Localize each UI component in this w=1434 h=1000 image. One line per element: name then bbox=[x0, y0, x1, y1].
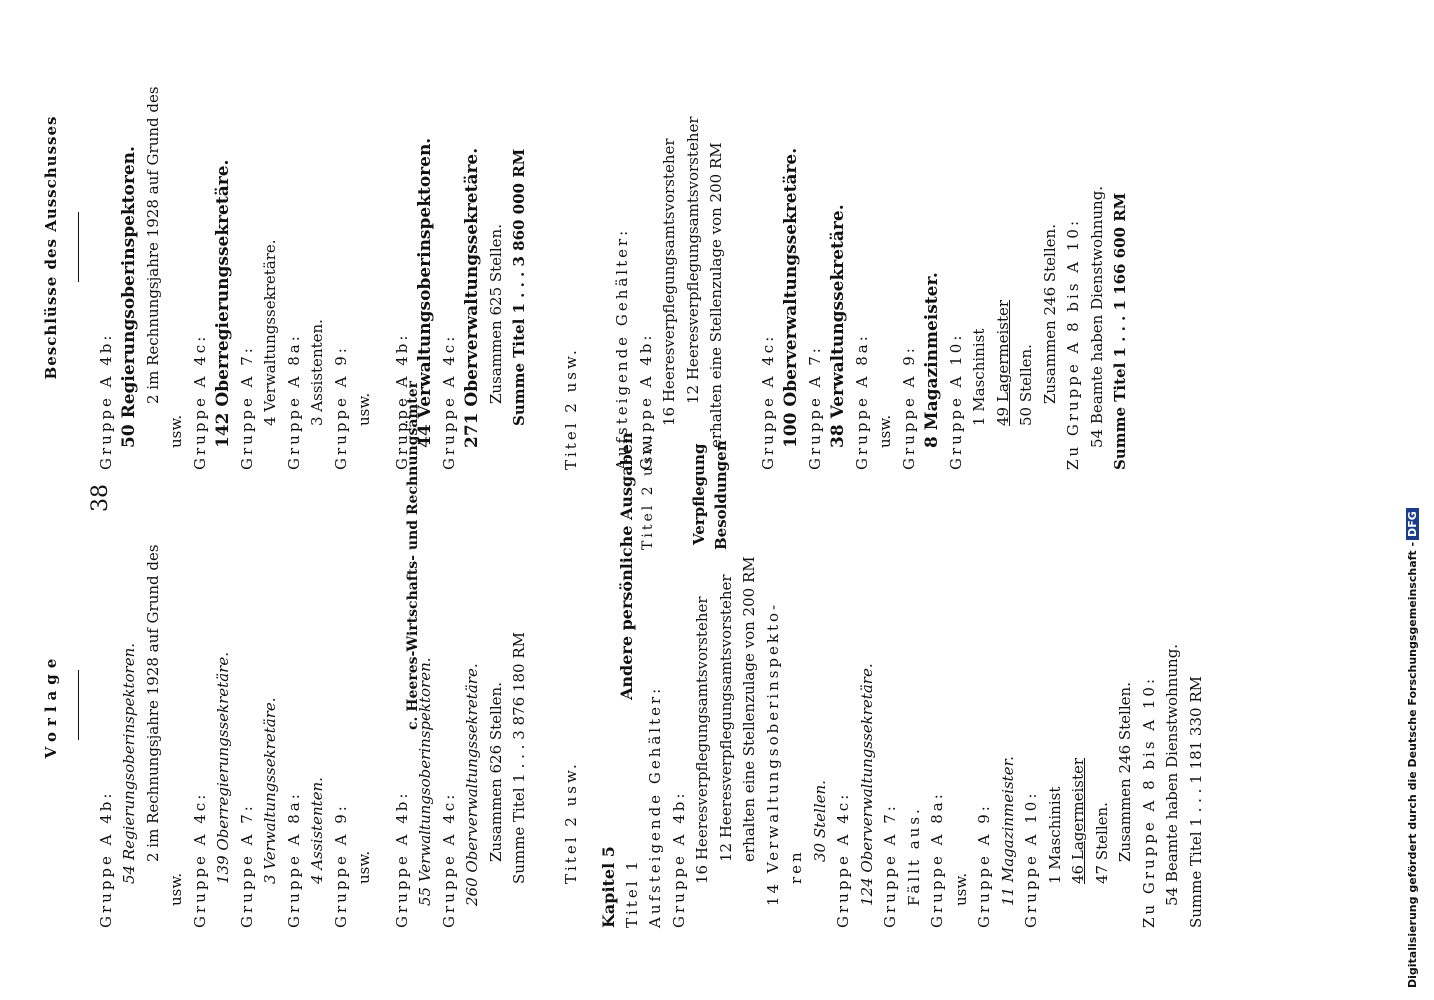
sum-line: Summe Titel 1 . . . 1 181 330 RM bbox=[1186, 676, 1205, 928]
footer-text: Digitalisierung gefördert durch die Deutsche Forschungsgemeinschaft - bbox=[1406, 541, 1419, 988]
text-line: Aufsteigende Gehälter: bbox=[613, 227, 631, 470]
text-line: 55 Verwaltungsoberinspektoren. bbox=[416, 657, 434, 906]
text-line: usw. bbox=[167, 872, 185, 906]
text-line: 54 Regierungsoberinspektoren. bbox=[120, 642, 138, 884]
text-line: 260 Oberverwaltungssekretäre. bbox=[463, 663, 481, 906]
text-line: usw. bbox=[951, 872, 970, 906]
text-line: 1 Maschinist bbox=[970, 328, 988, 426]
text-line: Gruppe A 7: bbox=[237, 803, 256, 928]
text-line: 38 Verwaltungssekretäre. bbox=[828, 204, 848, 448]
text-line: Titel 2 usw. bbox=[561, 347, 580, 470]
text-line: erhalten eine Stellenzulage von 200 RM bbox=[707, 142, 725, 448]
text-line: Gruppe A 8a: bbox=[284, 791, 303, 928]
section-heading-besoldungen: Besoldungen bbox=[712, 440, 730, 550]
text-line: Gruppe A 4c: bbox=[190, 333, 209, 470]
text-line: Gruppe A 4b: bbox=[669, 790, 688, 928]
text-line: Gruppe A 7: bbox=[805, 345, 824, 470]
section-heading-c: c. Heeres-Wirtschafts- und Rechnungsämter bbox=[405, 381, 421, 730]
kapitel-label: Kapitel 5 bbox=[599, 846, 618, 928]
section-heading-persoenlich: Andere persönliche Ausgaben bbox=[617, 432, 636, 700]
text-line: 2 im Rechnungsjahre 1928 auf Grund des bbox=[143, 544, 162, 862]
text-line: 11 Magazinmeister. bbox=[998, 756, 1017, 906]
right-heading-rule bbox=[78, 213, 79, 283]
text-line: usw. bbox=[167, 414, 185, 448]
text-line: 47 Stellen. bbox=[1092, 802, 1111, 884]
text-line: Zusammen 246 Stellen. bbox=[1040, 224, 1059, 404]
text-line: 12 Heeresverpflegungsamtsvorsteher bbox=[716, 574, 735, 862]
text-line: Gruppe A 9: bbox=[975, 803, 993, 928]
right-heading: Beschlüsse des Ausschusses bbox=[42, 115, 60, 380]
text-line: usw. bbox=[355, 392, 373, 426]
right-column bbox=[40, 25, 1133, 470]
section-titel2: Titel 2 usw. bbox=[640, 433, 656, 550]
text-line: Gruppe A 4b: bbox=[96, 790, 115, 928]
page-number: 38 bbox=[88, 484, 113, 512]
sum-line: Summe Titel 1 . . . 3 876 180 RM bbox=[510, 632, 528, 884]
text-line: 50 Stellen. bbox=[1017, 344, 1035, 426]
text-line: Gruppe A 10: bbox=[946, 332, 965, 470]
text-line: Zu Gruppe A 8 bis A 10: bbox=[1139, 675, 1158, 928]
text-line: 100 Oberverwaltungssekretäre. bbox=[781, 147, 801, 448]
text-line: 49 Lagermeister bbox=[993, 299, 1012, 426]
left-heading: Vorlage bbox=[42, 652, 60, 759]
text-line: 142 Oberregierungssekretäre. bbox=[213, 159, 233, 448]
text-line: Gruppe A 8a: bbox=[852, 333, 871, 470]
text-line: Gruppe A 9: bbox=[899, 345, 918, 470]
text-line: Gruppe A 4c: bbox=[758, 333, 777, 470]
text-line: ren bbox=[787, 849, 805, 884]
text-line: Gruppe A 8a: bbox=[928, 791, 946, 928]
text-line: erhalten eine Stellenzulage von 200 RM bbox=[740, 556, 758, 862]
dfg-logo: DFG bbox=[1406, 508, 1419, 540]
text-line: 3 Verwaltungssekretäre. bbox=[261, 697, 279, 884]
text-line: 14 Verwaltungsoberinspekto- bbox=[763, 601, 782, 906]
text-line: Titel 2 usw. bbox=[561, 761, 580, 884]
text-line: 46 Lagermeister bbox=[1069, 757, 1087, 884]
left-heading-rule bbox=[78, 671, 79, 741]
text-line: 4 Verwaltungssekretäre. bbox=[261, 239, 279, 426]
text-line: 12 Heeresverpflegungsamtsvorsteher bbox=[683, 116, 702, 404]
text-line: Gruppe A 4c: bbox=[439, 791, 458, 928]
text-line: 4 Assistenten. bbox=[308, 777, 326, 884]
dfg-footer bbox=[1406, 508, 1419, 988]
text-line: 1 Maschinist bbox=[1045, 786, 1064, 884]
text-line: Gruppe A 10: bbox=[1022, 790, 1040, 928]
text-line: 54 Beamte haben Dienstwohnung. bbox=[1087, 185, 1106, 448]
text-line: Gruppe A 9: bbox=[331, 803, 350, 928]
text-line: Gruppe A 7: bbox=[881, 803, 899, 928]
text-line: 16 Heeresverpflegungsamtsvorsteher bbox=[660, 138, 678, 426]
text-line: Gruppe A 8a: bbox=[284, 333, 303, 470]
sum-line: Summe Titel 1 . . . 1 166 600 RM bbox=[1111, 192, 1129, 470]
text-line: Zusammen 625 Stellen. bbox=[486, 224, 505, 404]
text-line: 30 Stellen. bbox=[810, 780, 829, 862]
text-line: 124 Oberverwaltungssekretäre. bbox=[857, 663, 876, 906]
text-line: usw. bbox=[876, 414, 894, 448]
text-line: 271 Oberverwaltungssekretäre. bbox=[462, 147, 482, 448]
text-line: Titel 1 bbox=[622, 858, 641, 928]
text-line: Gruppe A 4b: bbox=[392, 790, 411, 928]
text-line: Gruppe A 4b: bbox=[636, 332, 655, 470]
text-line: Gruppe A 4c: bbox=[190, 791, 209, 928]
text-line: Fällt aus. bbox=[904, 806, 923, 906]
text-line: Gruppe A 4c: bbox=[439, 333, 458, 470]
text-line: 3 Assistenten. bbox=[308, 319, 326, 426]
text-line: 139 Oberregierungssekretäre. bbox=[214, 652, 232, 884]
text-line: 8 Magazinmeister. bbox=[922, 272, 942, 448]
text-line: 54 Beamte haben Dienstwohnung. bbox=[1163, 643, 1181, 906]
text-line: Gruppe A 4b: bbox=[96, 332, 115, 470]
text-line: Gruppe A 4c: bbox=[834, 791, 852, 928]
text-line: Zusammen 626 Stellen. bbox=[486, 682, 505, 862]
text-line: Gruppe A 7: bbox=[237, 345, 256, 470]
text-line: usw. bbox=[355, 850, 373, 884]
text-line: 44 Verwaltungsoberinspektoren. bbox=[415, 137, 435, 448]
text-line: Zusammen 246 Stellen. bbox=[1116, 682, 1134, 862]
text-line: 16 Heeresverpflegungsamtsvorsteher bbox=[693, 596, 711, 884]
section-heading-verpflegung: Verpflegung bbox=[690, 443, 708, 545]
text-line: Gruppe A 4b: bbox=[392, 332, 411, 470]
text-line: 50 Regierungsoberinspektoren. bbox=[119, 146, 139, 448]
text-line: Aufsteigende Gehälter: bbox=[646, 685, 664, 928]
text-line: Zu Gruppe A 8 bis A 10: bbox=[1064, 217, 1082, 470]
sum-line: Summe Titel 1 . . . 3 860 000 RM bbox=[510, 148, 528, 426]
text-line: Gruppe A 9: bbox=[331, 345, 350, 470]
text-line: 2 im Rechnungsjahre 1928 auf Grund des bbox=[143, 86, 162, 404]
